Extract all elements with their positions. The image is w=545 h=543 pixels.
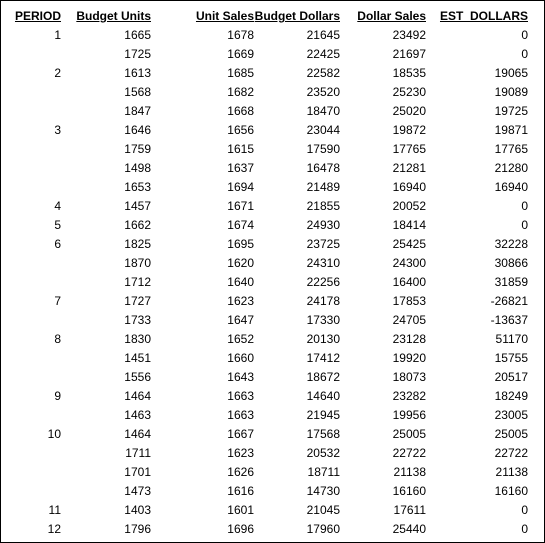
est-dollars-cell: 0 bbox=[521, 503, 528, 517]
dollar-sales-cell: 25230 bbox=[392, 85, 426, 99]
header-budget-units-label: Budget Units bbox=[76, 9, 151, 23]
est-dollars-cell: 21280 bbox=[494, 161, 528, 175]
table-row bbox=[1, 482, 528, 501]
budget-units-cell: 1725 bbox=[124, 47, 151, 61]
unit-sales-cell: 1626 bbox=[227, 465, 254, 479]
table-row bbox=[1, 64, 528, 83]
unit-sales-cell: 1616 bbox=[227, 484, 254, 498]
header-period-label: PERIOD bbox=[14, 9, 61, 23]
est-dollars-cell: 18249 bbox=[494, 389, 528, 403]
report-body bbox=[1, 26, 528, 539]
budget-dollars-cell: 18470 bbox=[306, 104, 340, 118]
table-row bbox=[1, 330, 528, 349]
budget-units-cell: 1464 bbox=[124, 427, 151, 441]
table-row bbox=[1, 45, 528, 64]
est-dollars-cell: 17765 bbox=[494, 142, 528, 156]
period-cell bbox=[1, 311, 61, 330]
unit-sales-cell: 1647 bbox=[227, 313, 254, 327]
table-row bbox=[1, 406, 528, 425]
unit-sales-cell: 1615 bbox=[227, 142, 254, 156]
header-est-dollars bbox=[426, 6, 528, 26]
budget-units-cell: 1568 bbox=[124, 85, 151, 99]
period-cell bbox=[1, 178, 61, 197]
budget-dollars-cell: 24178 bbox=[306, 294, 340, 308]
period-cell: 8 bbox=[54, 332, 61, 346]
dollar-sales-cell: 16400 bbox=[392, 275, 426, 289]
budget-dollars-cell: 20532 bbox=[306, 446, 340, 460]
unit-sales-cell: 1669 bbox=[227, 47, 254, 61]
period-cell bbox=[1, 463, 61, 482]
table-row bbox=[1, 387, 528, 406]
dollar-sales-cell: 18535 bbox=[392, 66, 426, 80]
table-row bbox=[1, 501, 528, 520]
est-dollars-cell: 19089 bbox=[494, 85, 528, 99]
period-cell bbox=[1, 273, 61, 292]
dollar-sales-cell: 23282 bbox=[392, 389, 426, 403]
header-unit-sales-label: Unit Sales bbox=[195, 9, 254, 23]
budget-units-cell: 1870 bbox=[124, 256, 151, 270]
unit-sales-cell: 1652 bbox=[227, 332, 254, 346]
unit-sales-cell: 1656 bbox=[227, 123, 254, 137]
unit-sales-cell: 1678 bbox=[227, 28, 254, 42]
budget-units-cell: 1662 bbox=[124, 218, 151, 232]
budget-dollars-cell: 17590 bbox=[306, 142, 340, 156]
est-dollars-cell: 19065 bbox=[494, 66, 528, 80]
header-unit-sales bbox=[151, 6, 254, 26]
dollar-sales-cell: 19920 bbox=[392, 351, 426, 365]
dollar-sales-cell: 25020 bbox=[392, 104, 426, 118]
unit-sales-cell: 1623 bbox=[227, 446, 254, 460]
budget-units-cell: 1830 bbox=[124, 332, 151, 346]
table-row bbox=[1, 197, 528, 216]
period-cell: 4 bbox=[54, 199, 61, 213]
period-cell bbox=[1, 159, 61, 178]
period-cell: 5 bbox=[54, 218, 61, 232]
unit-sales-cell: 1674 bbox=[227, 218, 254, 232]
budget-units-cell: 1498 bbox=[124, 161, 151, 175]
period-cell bbox=[1, 444, 61, 463]
dollar-sales-cell: 21138 bbox=[393, 465, 426, 479]
budget-units-cell: 1556 bbox=[124, 370, 151, 384]
header-row bbox=[1, 6, 528, 26]
unit-sales-cell: 1663 bbox=[227, 389, 254, 403]
unit-sales-cell: 1682 bbox=[227, 85, 254, 99]
budget-dollars-cell: 16478 bbox=[306, 161, 340, 175]
budget-units-cell: 1473 bbox=[124, 484, 151, 498]
est-dollars-cell: 22722 bbox=[494, 446, 528, 460]
table-row bbox=[1, 121, 528, 140]
unit-sales-cell: 1695 bbox=[227, 237, 254, 251]
header-dollar-sales-label: Dollar Sales bbox=[357, 9, 426, 23]
header-dollar-sales bbox=[340, 6, 426, 26]
est-dollars-cell: 31859 bbox=[494, 275, 528, 289]
header-est-dollars-label: EST_DOLLARS bbox=[439, 9, 528, 23]
dollar-sales-cell: 25005 bbox=[392, 427, 426, 441]
dollar-sales-cell: 17765 bbox=[392, 142, 426, 156]
budget-units-cell: 1712 bbox=[124, 275, 151, 289]
est-dollars-cell: 16940 bbox=[494, 180, 528, 194]
period-cell bbox=[1, 102, 61, 121]
budget-dollars-cell: 18711 bbox=[307, 465, 340, 479]
dollar-sales-cell: 23492 bbox=[392, 28, 426, 42]
dollar-sales-cell: 18073 bbox=[392, 370, 426, 384]
budget-dollars-cell: 17960 bbox=[306, 522, 340, 536]
table-row bbox=[1, 235, 528, 254]
unit-sales-cell: 1668 bbox=[227, 104, 254, 118]
unit-sales-cell: 1620 bbox=[227, 256, 254, 270]
dollar-sales-cell: 19872 bbox=[392, 123, 426, 137]
est-dollars-cell: -13637 bbox=[490, 313, 528, 327]
dollar-sales-cell: 21281 bbox=[392, 161, 426, 175]
period-cell bbox=[1, 45, 61, 64]
dollar-sales-cell: 24705 bbox=[392, 313, 426, 327]
table-row bbox=[1, 254, 528, 273]
dollar-sales-cell: 22722 bbox=[392, 446, 426, 460]
budget-units-cell: 1759 bbox=[124, 142, 151, 156]
report-header bbox=[1, 6, 528, 26]
dollar-sales-cell: 18414 bbox=[392, 218, 426, 232]
budget-units-cell: 1457 bbox=[124, 199, 151, 213]
header-period bbox=[1, 6, 61, 26]
unit-sales-cell: 1696 bbox=[227, 522, 254, 536]
budget-dollars-cell: 22256 bbox=[306, 275, 340, 289]
header-budget-dollars bbox=[254, 6, 340, 26]
period-cell bbox=[1, 254, 61, 273]
est-dollars-cell: 21138 bbox=[495, 465, 528, 479]
table-row bbox=[1, 178, 528, 197]
period-cell bbox=[1, 482, 61, 501]
budget-units-cell: 1701 bbox=[124, 465, 151, 479]
budget-units-cell: 1796 bbox=[124, 522, 151, 536]
budget-units-cell: 1825 bbox=[124, 237, 151, 251]
est-dollars-cell: 0 bbox=[521, 199, 528, 213]
table-row bbox=[1, 26, 528, 45]
dollar-sales-cell: 23128 bbox=[392, 332, 426, 346]
unit-sales-cell: 1694 bbox=[227, 180, 254, 194]
budget-dollars-cell: 21645 bbox=[306, 28, 340, 42]
budget-units-cell: 1733 bbox=[124, 313, 151, 327]
period-cell bbox=[1, 140, 61, 159]
budget-units-cell: 1646 bbox=[124, 123, 151, 137]
table-row bbox=[1, 425, 528, 444]
period-cell: 10 bbox=[47, 427, 61, 441]
budget-dollars-cell: 23725 bbox=[306, 237, 340, 251]
budget-dollars-cell: 24930 bbox=[306, 218, 340, 232]
period-cell: 1 bbox=[54, 28, 61, 42]
dollar-sales-cell: 25425 bbox=[392, 237, 426, 251]
unit-sales-cell: 1640 bbox=[227, 275, 254, 289]
est-dollars-cell: 32228 bbox=[494, 237, 528, 251]
budget-dollars-cell: 21945 bbox=[306, 408, 340, 422]
table-row bbox=[1, 311, 528, 330]
budget-units-cell: 1653 bbox=[124, 180, 151, 194]
budget-units-cell: 1613 bbox=[124, 66, 151, 80]
est-dollars-cell: 51170 bbox=[495, 332, 528, 346]
unit-sales-cell: 1671 bbox=[227, 199, 254, 213]
period-cell: 2 bbox=[54, 66, 61, 80]
budget-units-cell: 1464 bbox=[124, 389, 151, 403]
report-table bbox=[1, 6, 528, 539]
budget-dollars-cell: 22425 bbox=[306, 47, 340, 61]
budget-dollars-cell: 20130 bbox=[306, 332, 340, 346]
dollar-sales-cell: 19956 bbox=[392, 408, 426, 422]
budget-dollars-cell: 21489 bbox=[306, 180, 340, 194]
period-cell: 11 bbox=[48, 503, 61, 517]
est-dollars-cell: 15755 bbox=[494, 351, 528, 365]
dollar-sales-cell: 17611 bbox=[393, 503, 426, 517]
unit-sales-cell: 1685 bbox=[227, 66, 254, 80]
table-row bbox=[1, 140, 528, 159]
est-dollars-cell: 0 bbox=[521, 218, 528, 232]
budget-dollars-cell: 18672 bbox=[306, 370, 340, 384]
budget-dollars-cell: 14640 bbox=[306, 389, 340, 403]
est-dollars-cell: 0 bbox=[521, 47, 528, 61]
est-dollars-cell: 16160 bbox=[494, 484, 528, 498]
table-row bbox=[1, 520, 528, 539]
unit-sales-cell: 1660 bbox=[227, 351, 254, 365]
budget-units-cell: 1463 bbox=[124, 408, 151, 422]
dollar-sales-cell: 16160 bbox=[392, 484, 426, 498]
table-row bbox=[1, 159, 528, 178]
est-dollars-cell: -26821 bbox=[490, 294, 528, 308]
budget-units-cell: 1451 bbox=[124, 351, 151, 365]
table-row bbox=[1, 216, 528, 235]
budget-units-cell: 1665 bbox=[124, 28, 151, 42]
est-dollars-cell: 23005 bbox=[494, 408, 528, 422]
budget-dollars-cell: 14730 bbox=[306, 484, 340, 498]
table-row bbox=[1, 444, 528, 463]
dollar-sales-cell: 16940 bbox=[392, 180, 426, 194]
budget-dollars-cell: 17330 bbox=[306, 313, 340, 327]
budget-dollars-cell: 22582 bbox=[306, 66, 340, 80]
est-dollars-cell: 19725 bbox=[494, 104, 528, 118]
dollar-sales-cell: 21697 bbox=[392, 47, 426, 61]
budget-units-cell: 1403 bbox=[124, 503, 151, 517]
period-cell: 7 bbox=[54, 294, 61, 308]
unit-sales-cell: 1637 bbox=[227, 161, 254, 175]
table-row bbox=[1, 292, 528, 311]
dollar-sales-cell: 17853 bbox=[392, 294, 426, 308]
budget-dollars-cell: 23044 bbox=[306, 123, 340, 137]
budget-dollars-cell: 21855 bbox=[306, 199, 340, 213]
est-dollars-cell: 0 bbox=[521, 522, 528, 536]
table-row bbox=[1, 349, 528, 368]
est-dollars-cell: 20517 bbox=[494, 370, 528, 384]
unit-sales-cell: 1643 bbox=[227, 370, 254, 384]
budget-units-cell: 1727 bbox=[124, 294, 151, 308]
period-cell bbox=[1, 83, 61, 102]
est-dollars-cell: 25005 bbox=[494, 427, 528, 441]
table-row bbox=[1, 463, 528, 482]
budget-units-cell: 1847 bbox=[124, 104, 151, 118]
period-cell: 9 bbox=[54, 389, 61, 403]
dollar-sales-cell: 20052 bbox=[392, 199, 426, 213]
table-row bbox=[1, 273, 528, 292]
period-cell: 3 bbox=[54, 123, 61, 137]
period-cell bbox=[1, 368, 61, 387]
period-cell bbox=[1, 349, 61, 368]
header-budget-dollars-label: Budget Dollars bbox=[254, 9, 340, 23]
unit-sales-cell: 1663 bbox=[227, 408, 254, 422]
budget-dollars-cell: 17412 bbox=[306, 351, 340, 365]
budget-dollars-cell: 23520 bbox=[306, 85, 340, 99]
period-cell: 12 bbox=[47, 522, 61, 536]
budget-dollars-cell: 21045 bbox=[306, 503, 340, 517]
dollar-sales-cell: 25440 bbox=[392, 522, 426, 536]
budget-dollars-cell: 24310 bbox=[306, 256, 340, 270]
period-cell bbox=[1, 406, 61, 425]
table-row bbox=[1, 368, 528, 387]
unit-sales-cell: 1601 bbox=[227, 503, 254, 517]
budget-dollars-cell: 17568 bbox=[306, 427, 340, 441]
table-row bbox=[1, 102, 528, 121]
est-dollars-cell: 19871 bbox=[494, 123, 528, 137]
unit-sales-cell: 1623 bbox=[227, 294, 254, 308]
est-dollars-cell: 0 bbox=[521, 28, 528, 42]
period-cell: 6 bbox=[54, 237, 61, 251]
dollar-sales-cell: 24300 bbox=[392, 256, 426, 270]
est-dollars-cell: 30866 bbox=[494, 256, 528, 270]
table-row bbox=[1, 83, 528, 102]
header-budget-units bbox=[61, 6, 151, 26]
budget-units-cell: 1711 bbox=[125, 446, 151, 460]
unit-sales-cell: 1667 bbox=[227, 427, 254, 441]
